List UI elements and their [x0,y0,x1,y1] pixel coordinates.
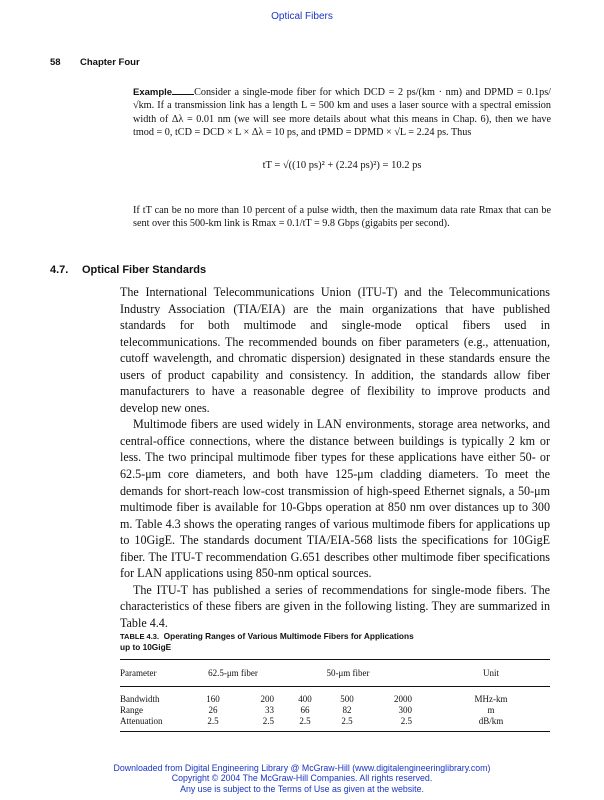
table-caption [120,631,420,653]
table-cell: MHz-km [474,694,508,704]
paragraph: The International Telecommunications Union (ITU-T) and the Telecommunications Industry Association (TIA/EIA) are the main organizations that have published standards for both multimode and single-mode optical fibers used in telecommunications. The recommended bounds on fiber parameters (e.g., attenuation, cutoff wavelength, and chromatic dispersion) designated in these standards ensure the users of product capability and consistency. In addition, the standards allow fiber manufacturers to have a reasonable degree of flexibility to improve products and develop new ones. [120,285,550,415]
table-cell: dB/km [432,716,550,732]
example-text: Consider a single-mode fiber for which DCD = 2 ps/(km · nm) and DPMD = 0.1ps/√km. If a transmission link has a length L = 500 km and uses a laser source with a spectral emission width of Δλ = 0.01 nm (we will see more details about what this means in Chap. 6), then we have tmod = 0, tCD = DCD × L × Δλ = 10 ps, and tPMD = DPMD × √L = 2.24 ps. Thus [133,87,551,139]
table-header-cell: 50-μm fiber [284,660,412,687]
chapter-label: Chapter Four [80,57,140,68]
table-cell: Attenuation [120,716,192,732]
table-cell: 66 [300,705,310,715]
table-cell: m [487,705,495,715]
example-formula: tT = √((10 ps)² + (2.24 ps)²) = 10.2 ps [262,160,422,171]
running-head [50,57,140,68]
table-cell: 200 [260,694,274,704]
table-label: TABLE 4.3. [120,632,160,641]
table-row [120,687,550,706]
table-row [120,705,550,716]
table-cell: 2.5 [192,716,234,732]
example-label: Example [133,87,194,98]
footer-copyright: Copyright © 2004 The McGraw-Hill Companies. All rights reserved. [171,773,433,784]
table-header-cell: 62.5-μm fiber [192,660,274,687]
footer-notice [0,763,604,794]
footer-terms: Any use is subject to the Terms of Use as given at the website. [180,783,424,794]
table-cell: 82 [342,705,352,715]
table-cell: 2.5 [234,716,274,732]
multimode-ranges-table [120,659,550,732]
table-cell: 500 [340,694,354,704]
table-caption-text: Operating Ranges of Various Multimode Fibers for Applications up to 10GigE [120,631,414,652]
table-cell: Range [120,705,143,715]
table-cell: 300 [398,705,412,715]
table-cell: 33 [265,705,274,715]
table-row [120,716,550,732]
paragraph: Multimode fibers are used widely in LAN environments, storage area networks, and central-office connections, where the distance between buildings is typically 2 km or less. The two principal multimode fiber types for these applications have either 50- or 62.5-μm core diameters, and both have 125-μm cladding diameters. To meet the demands for short-reach low-cost transmission of high-speed Ethernet signals, a 50-μm multimode fiber is available for 10-Gbps operation at 850 nm over distances up to 300 m. Table 4.3 shows the operating ranges of various multimode fibers for applications up to 10GigE. The standards document TIA/EIA-568 lists the specifications for 10GigE fiber. The ITU-T recommendation G.651 describes other multimode fiber specifications for LAN applications using 850-nm optical sources. [120,417,550,581]
table-header-cell: Unit [432,660,550,687]
table-cell: Bandwidth [120,694,160,704]
table-cell: 160 [206,694,220,704]
section-heading [50,264,206,276]
example-conclusion: If tT can be no more than 10 percent of a pulse width, then the maximum data rate Rmax that can be sent over this 500-km link is Rmax = 0.1/tT = 9.8 Gbps (gigabits per second). [133,205,551,230]
section-body [120,284,550,631]
table-header-cell: Parameter [120,660,192,687]
footer-link-line[interactable]: Downloaded from Digital Engineering Library @ McGraw-Hill (www.digitalengineeringlibrary.com) [113,763,491,773]
table-cell: 2.5 [326,716,368,732]
table-cell: 2000 [394,694,412,704]
paragraph: The ITU-T has published a series of recommendations for single-mode fibers. The characteristics of these fibers are given in the following listing. They are summarized in Table 4.4. [120,582,550,630]
table-cell: 2.5 [284,716,326,732]
section-title: Optical Fiber Standards [82,264,207,276]
table-cell: 26 [208,705,218,715]
page-header-title: Optical Fibers [271,11,333,22]
table-cell: 2.5 [368,716,412,732]
table-cell: 400 [298,694,312,704]
example-block [133,86,551,140]
page-number: 58 [50,57,61,68]
section-number: 4.7. [50,264,69,276]
